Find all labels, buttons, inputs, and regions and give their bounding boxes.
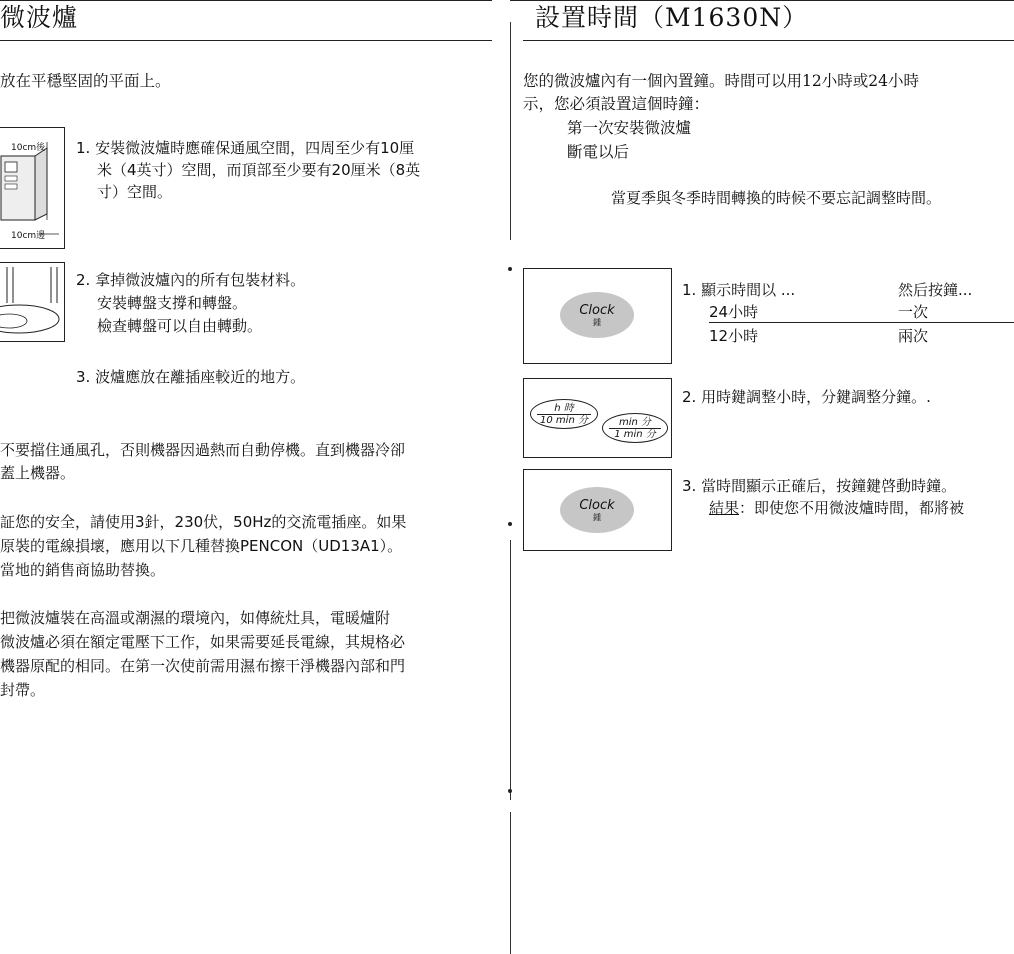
- clock-button-panel-2: [523, 469, 672, 551]
- hour-minute-button-panel: [523, 378, 672, 458]
- environment-note-line-4: 封帶。: [0, 681, 46, 699]
- step-1-row-12h-presses: 兩次: [898, 327, 929, 345]
- step-1-header-mode: 1. 顯示時間以 ...: [682, 281, 796, 299]
- clock-button-sublabel: 鍾: [593, 512, 601, 522]
- step-3-text: 3. 當時間顯示正確后，按鐘鍵啓動時鐘。: [682, 477, 957, 495]
- clearance-label-back: 10cm後: [11, 143, 46, 153]
- clock-intro-line-1: 您的微波爐內有一個內置鐘。時間可以用12小時或24小時: [523, 72, 919, 90]
- clock-button-panel-1: [523, 268, 672, 364]
- step-3-result-text: ：即使您不用微波爐時間，都將被: [739, 499, 965, 517]
- hour-button-top: h 時: [554, 403, 574, 414]
- step-3-result: [709, 499, 964, 518]
- left-step-1-line-3: 寸）空間。: [97, 183, 173, 201]
- column-divider-middle: [510, 540, 511, 800]
- environment-note-line-2: 微波爐必須在額定電壓下工作，如果需要延長電線，其規格必: [0, 633, 406, 651]
- clock-button[interactable]: [560, 292, 634, 338]
- clock-intro-line-2: 示，您必須設置這個時鐘：: [523, 95, 710, 113]
- left-step-2-line-2: 安裝轉盤支撐和轉盤。: [97, 294, 248, 312]
- ventilation-warning-line-2: 蓋上機器。: [0, 464, 76, 482]
- minute-button[interactable]: [602, 413, 668, 443]
- turntable-figure: [0, 262, 65, 342]
- clock-button-sublabel: 鍾: [593, 317, 601, 327]
- left-step-3: 3. 波爐應放在離插座較近的地方。: [76, 368, 306, 386]
- left-section-title: 微波爐: [0, 3, 79, 32]
- power-safety-line-1: 証您的安全，請使用3針，230伏，50Hz的交流電插座。如果: [0, 513, 407, 531]
- minute-button-bottom: 1 min 分: [609, 428, 661, 440]
- left-step-2-line-3: 檢查轉盤可以自由轉動。: [97, 317, 263, 335]
- step-1-row-24h-presses: 一次: [898, 303, 929, 321]
- dst-reminder: 當夏季與冬季時間轉換的時候不要忘記調整時間。: [611, 189, 942, 207]
- hour-button[interactable]: [530, 399, 598, 429]
- left-intro: 放在平穩堅固的平面上。: [0, 72, 171, 90]
- clock-button-label: Clock: [579, 302, 615, 318]
- divider-dot: [508, 267, 512, 271]
- right-section-title: 設置時間（M1630N）: [535, 3, 809, 32]
- clock-button-label: Clock: [579, 497, 615, 513]
- column-divider-bottom: [510, 812, 511, 954]
- right-section-heading: [523, 0, 1014, 41]
- clearance-figure: [0, 127, 65, 249]
- turntable-illustration: [0, 263, 64, 341]
- divider-dot: [508, 789, 512, 793]
- divider-dot: [508, 522, 512, 526]
- clearance-label-side: 10cm邊: [11, 231, 46, 241]
- hour-button-bottom: 10 min 分: [537, 414, 591, 426]
- ventilation-warning-line-1: 不要擋住通風孔，否則機器因過熱而自動停機。直到機器冷卻: [0, 441, 406, 459]
- minute-button-top: min 分: [618, 417, 652, 428]
- power-safety-line-2: 原裝的電線損壞，應用以下几種替換PENCON（UD13A1）。: [0, 537, 403, 555]
- environment-note-line-3: 機器原配的相同。在第一次使前需用濕布擦干淨機器內部和門: [0, 657, 406, 675]
- left-section-heading: [0, 0, 492, 41]
- step-1-row-24h-mode: 24小時: [709, 303, 759, 321]
- left-step-1-line-2: 米（4英寸）空間，而頂部至少要有20厘米（8英: [97, 161, 421, 179]
- left-step-2-line-1: 2. 拿掉微波爐內的所有包裝材料。: [76, 271, 306, 289]
- clock-case-first-install: 第一次安裝微波爐: [567, 119, 692, 137]
- step-1-row-12h-mode: 12小時: [709, 327, 759, 345]
- step-3-result-label: 結果: [709, 499, 740, 517]
- column-divider-top: [510, 22, 511, 240]
- step-1-table-rule: [709, 322, 1014, 323]
- step-1-header-press: 然后按鐘...: [898, 281, 973, 299]
- step-2-text: 2. 用時鍵調整小時，分鍵調整分鐘。.: [682, 388, 931, 406]
- clock-case-power-cut: 斷電以后: [567, 143, 630, 161]
- environment-note-line-1: 把微波爐裝在高溫或潮濕的環境內，如傳統灶具，電暖爐附: [0, 609, 391, 627]
- power-safety-line-3: 當地的銷售商協助替換。: [0, 561, 166, 579]
- left-step-1-line-1: 1. 安裝微波爐時應確保通風空間，四周至少有10厘: [76, 139, 415, 157]
- clock-button[interactable]: [560, 487, 634, 533]
